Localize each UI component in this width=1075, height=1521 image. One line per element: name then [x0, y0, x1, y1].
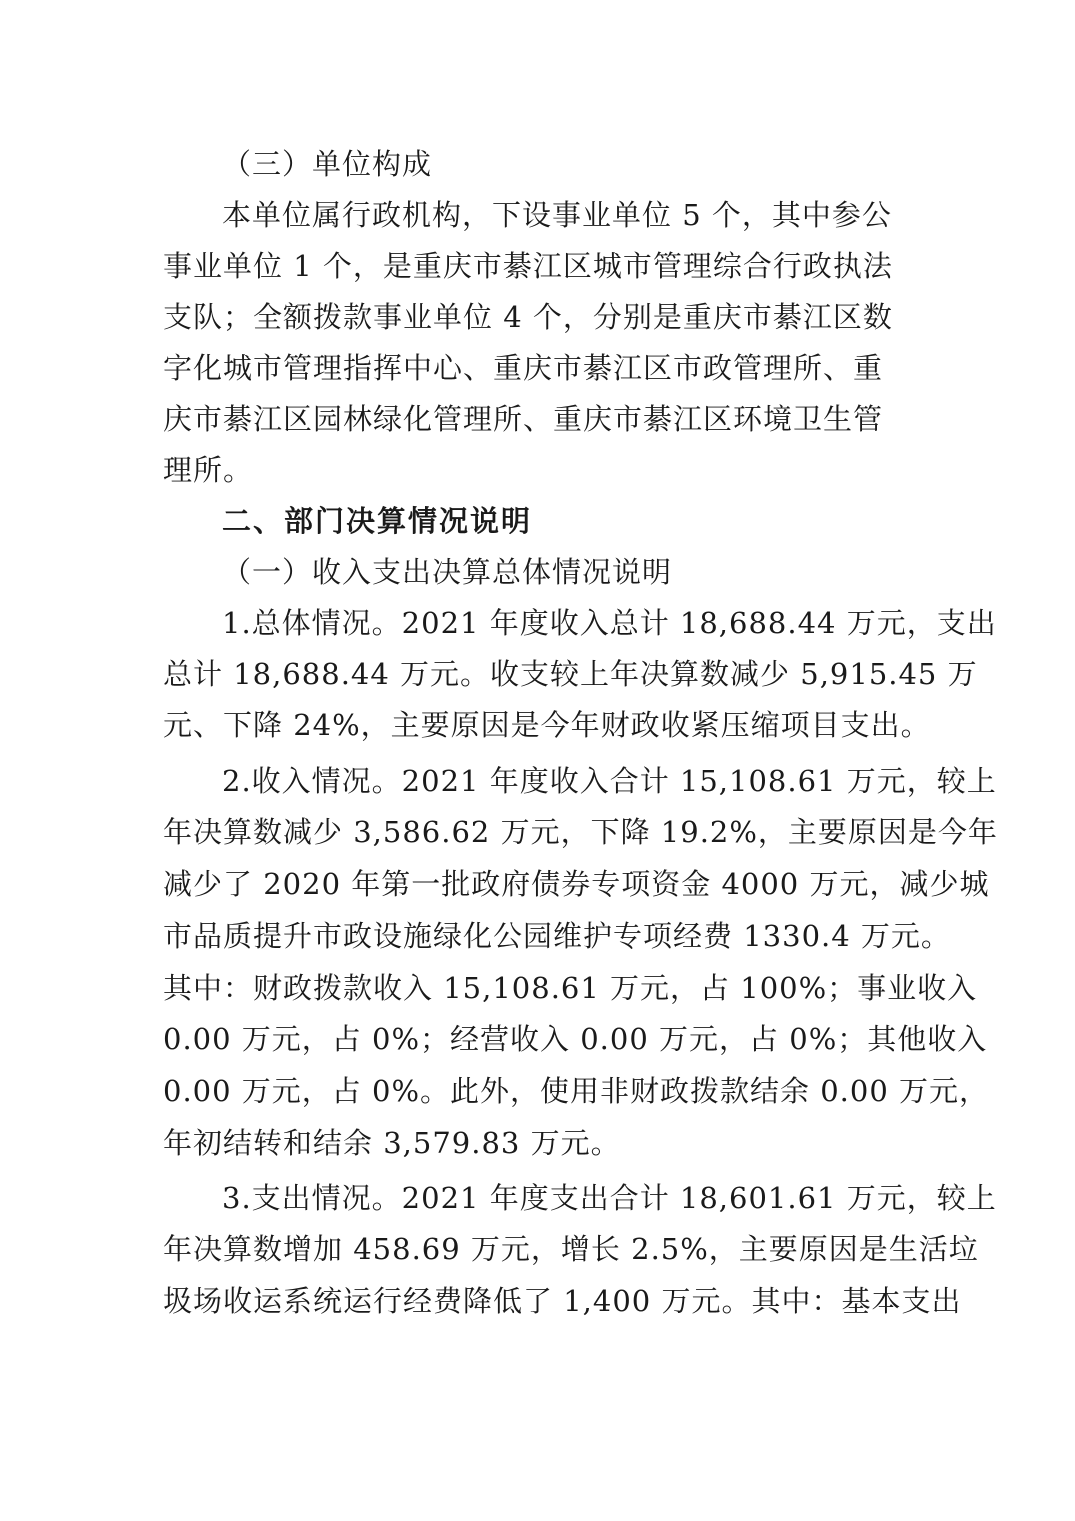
income-line-8: 年初结转和结余 3,579.83 万元。	[163, 1126, 621, 1160]
unit-para-line-3: 支队；全额拨款事业单位 4 个，分别是重庆市綦江区数	[163, 300, 893, 334]
expense-line-1: 3.支出情况。2021 年度支出合计 18,601.61 万元，较上	[222, 1181, 997, 1215]
expense-line-2: 年决算数增加 458.69 万元，增长 2.5%，主要原因是生活垃	[163, 1232, 979, 1266]
income-line-4: 市品质提升市政设施绿化公园维护专项经费 1330.4 万元。	[163, 919, 951, 953]
income-line-1: 2.收入情况。2021 年度收入合计 15,108.61 万元，较上	[222, 764, 997, 798]
unit-para-line-2: 事业单位 1 个，是重庆市綦江区城市管理综合行政执法	[163, 249, 893, 283]
income-line-2: 年决算数减少 3,586.62 万元，下降 19.2%，主要原因是今年	[163, 815, 998, 849]
unit-para-line-1: 本单位属行政机构，下设事业单位 5 个，其中参公	[222, 198, 892, 232]
part-two-subheading: （一）收入支出决算总体情况说明	[222, 555, 673, 589]
unit-para-line-6: 理所。	[163, 453, 254, 487]
overall-line-1: 1.总体情况。2021 年度收入总计 18,688.44 万元，支出	[222, 606, 997, 640]
income-line-5: 其中：财政拨款收入 15,108.61 万元，占 100%；事业收入	[163, 971, 978, 1005]
unit-para-line-5: 庆市綦江区园林绿化管理所、重庆市綦江区环境卫生管	[163, 402, 884, 436]
overall-line-3: 元、下降 24%，主要原因是今年财政收紧压缩项目支出。	[163, 708, 931, 742]
section-three-heading: （三）单位构成	[222, 147, 433, 181]
part-two-heading: 二、部门决算情况说明	[222, 504, 533, 538]
income-line-3: 减少了 2020 年第一批政府债券专项资金 4000 万元，减少城	[163, 867, 990, 901]
overall-line-2: 总计 18,688.44 万元。收支较上年决算数减少 5,915.45 万	[163, 657, 978, 691]
income-line-6: 0.00 万元，占 0%；经营收入 0.00 万元，占 0%；其他收入	[163, 1022, 988, 1056]
income-line-7: 0.00 万元，占 0%。此外，使用非财政拨款结余 0.00 万元，	[163, 1074, 990, 1108]
expense-line-3: 圾场收运系统运行经费降低了 1,400 万元。其中：基本支出	[163, 1284, 962, 1318]
unit-para-line-4: 字化城市管理指挥中心、重庆市綦江区市政管理所、重	[163, 351, 884, 385]
